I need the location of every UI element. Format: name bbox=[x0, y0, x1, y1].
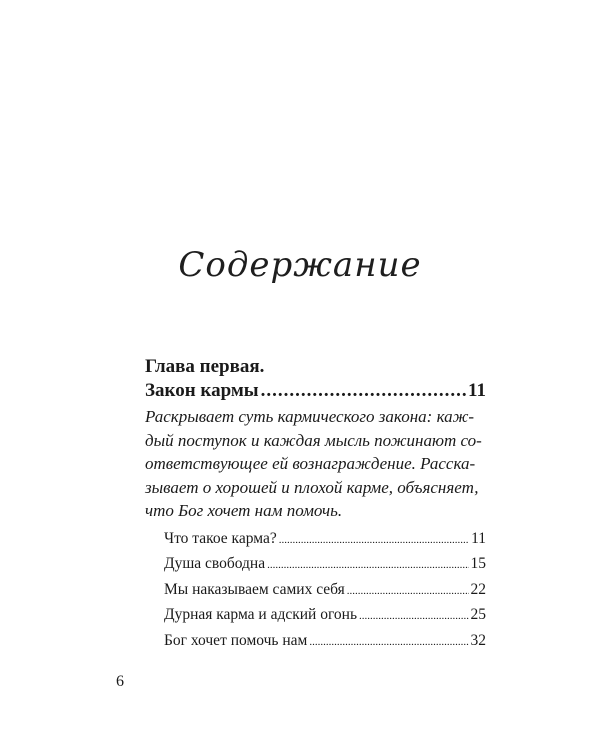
section-title: Бог хочет помочь нам bbox=[164, 631, 308, 649]
section-title: Дурная карма и адский огонь bbox=[164, 606, 358, 623]
chapter-page: 11 bbox=[468, 380, 486, 401]
section-title: Что такое карма? bbox=[164, 529, 277, 547]
section-entry[interactable] bbox=[164, 578, 486, 604]
section-entry[interactable] bbox=[164, 603, 486, 629]
dot-leader bbox=[359, 605, 468, 629]
dot-leader bbox=[267, 554, 468, 578]
description-line: дый поступок и каждая мысль пожинают со- bbox=[145, 430, 482, 450]
section-page: 11 bbox=[471, 529, 486, 547]
contents-heading: Содержание bbox=[178, 245, 422, 285]
chapter-label: Глава первая. bbox=[145, 356, 265, 377]
dot-leader bbox=[347, 580, 469, 604]
chapter-entry[interactable] bbox=[145, 379, 486, 403]
section-title: Душа свободна bbox=[164, 555, 266, 572]
chapter-title: Закон кармы bbox=[145, 380, 259, 401]
page-number: 6 bbox=[116, 673, 124, 690]
section-entry[interactable] bbox=[164, 527, 486, 553]
table-of-contents bbox=[145, 355, 486, 654]
section-entry[interactable] bbox=[164, 629, 486, 655]
description-line: что Бог хочет нам помочь. bbox=[145, 501, 343, 520]
dot-leader bbox=[279, 529, 469, 553]
section-page: 32 bbox=[470, 631, 486, 649]
description-line: ответствующее ей вознаграждение. Расска- bbox=[145, 454, 476, 473]
description-line: зывает о хорошей и плохой карме, объясняет, bbox=[145, 477, 479, 497]
dot-leader bbox=[309, 631, 468, 655]
section-page: 25 bbox=[470, 606, 486, 623]
section-page: 15 bbox=[470, 555, 486, 572]
section-page: 22 bbox=[470, 580, 486, 598]
chapter-description bbox=[145, 405, 486, 523]
dot-leader bbox=[261, 379, 466, 403]
section-list bbox=[164, 527, 486, 655]
description-line: Раскрывает суть кармического закона: каж- bbox=[145, 407, 475, 426]
section-entry[interactable] bbox=[164, 552, 486, 578]
section-title: Мы наказываем самих себя bbox=[164, 580, 345, 598]
